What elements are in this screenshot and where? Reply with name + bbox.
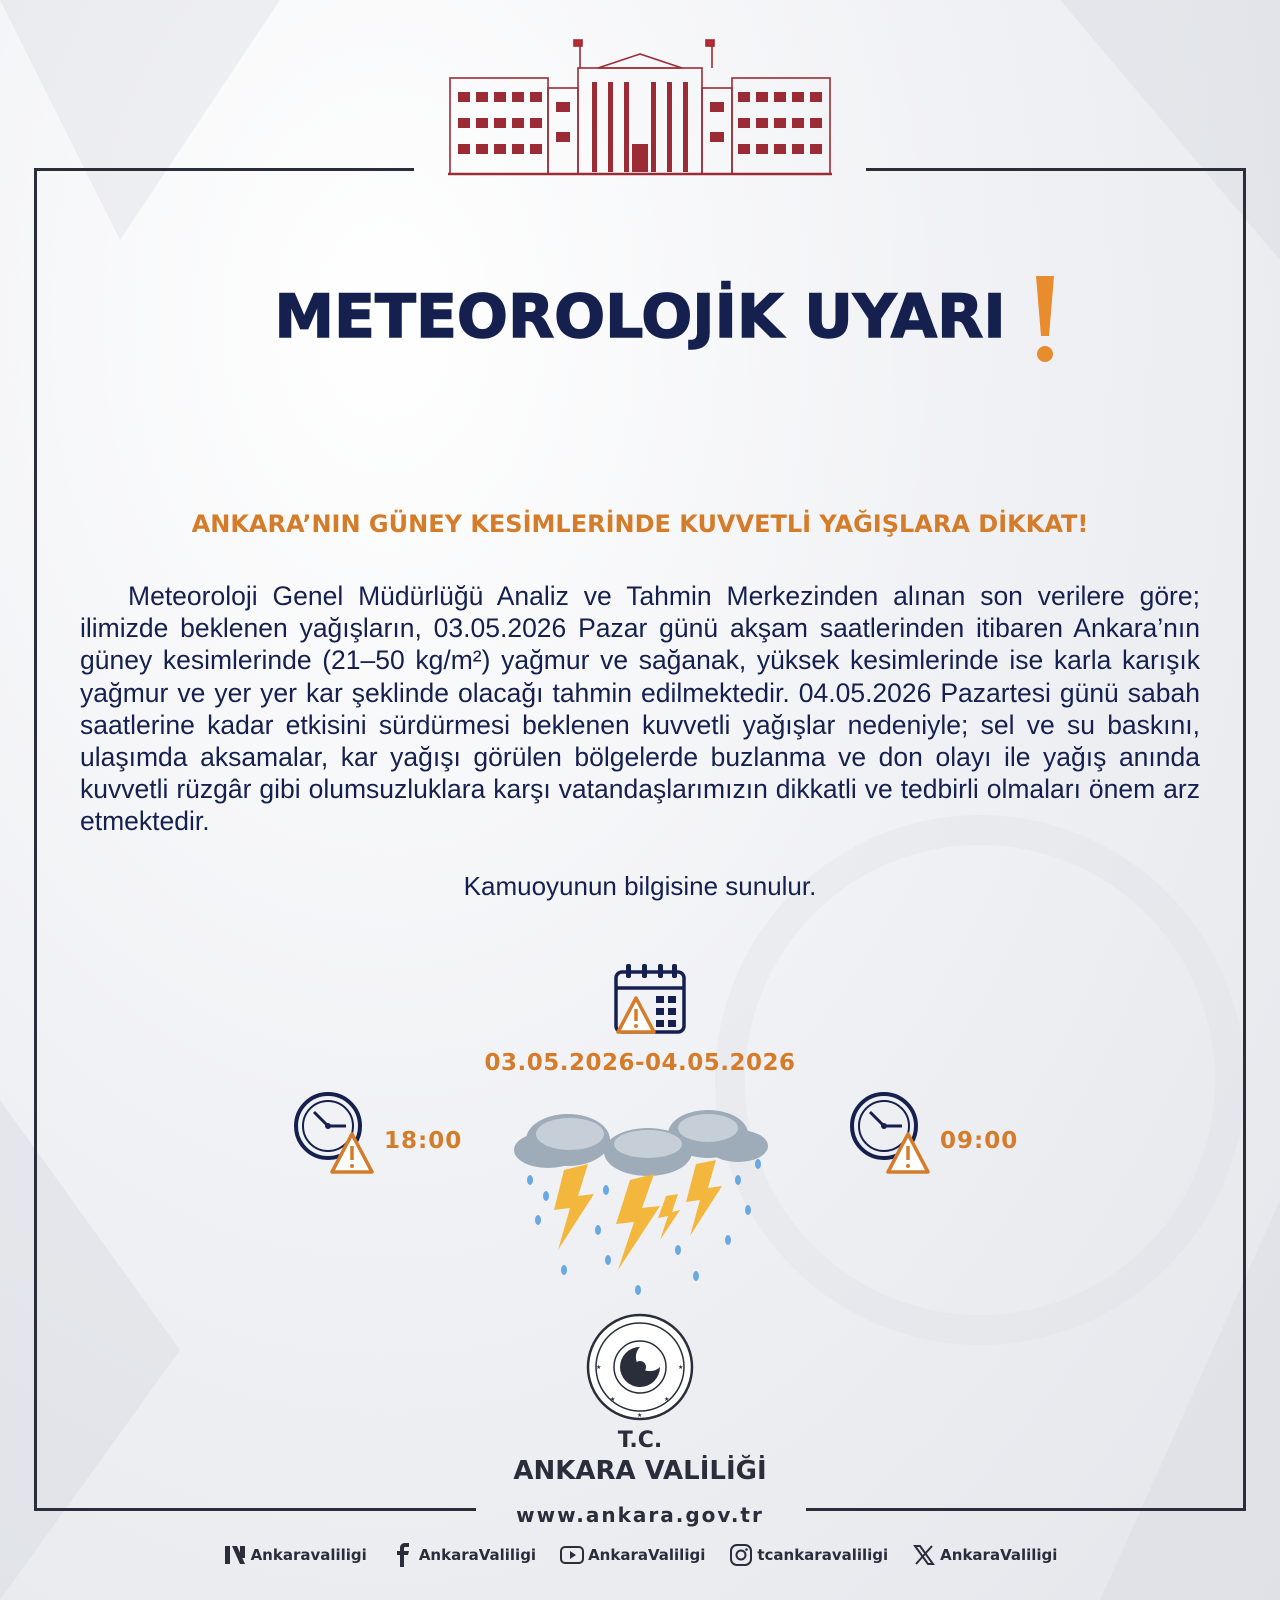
frame-left <box>34 168 37 1510</box>
social-handle: Ankaravaliligi <box>250 1546 367 1564</box>
start-time: 18:00 <box>384 1128 463 1154</box>
institution-name: ANKARA VALİLİĞİ <box>513 1456 767 1486</box>
social-handle: AnkaraValiligi <box>418 1546 537 1564</box>
social-links <box>0 1538 1280 1572</box>
svg-text:★: ★ <box>664 1396 670 1403</box>
svg-text:★: ★ <box>596 1364 602 1371</box>
svg-text:★: ★ <box>637 1412 643 1419</box>
youtube-icon <box>560 1543 584 1567</box>
social-x[interactable] <box>912 1543 1057 1567</box>
clock-warning-icon-start <box>292 1090 382 1180</box>
closing-statement: Kamuoyunun bilgisine sunulur. <box>463 871 817 901</box>
page-title <box>274 282 1005 352</box>
frame-top-left <box>34 168 414 171</box>
frame-right <box>1243 168 1246 1510</box>
svg-text:★: ★ <box>610 1396 616 1403</box>
social-instagram[interactable] <box>729 1543 888 1567</box>
warning-subtitle: ANKARA’NIN GÜNEY KESİMLERİNDE KUVVETLİ YAĞIŞLARA DİKKAT! <box>191 510 1089 538</box>
social-facebook[interactable] <box>391 1543 536 1567</box>
social-handle: AnkaraValiligi <box>588 1546 706 1564</box>
nsosyal-icon <box>223 1543 247 1567</box>
svg-text:★: ★ <box>678 1364 684 1371</box>
date-range: 03.05.2026-04.05.2026 <box>484 1050 796 1076</box>
ankara-valiligi-seal-logo <box>586 1313 694 1421</box>
page-title-text: METEOROLOJİK UYARI <box>274 282 1006 352</box>
title-container <box>0 282 1280 352</box>
x-icon <box>912 1543 936 1567</box>
warning-body: Meteoroloji Genel Müdürlüğü Analiz ve Tahmin Merkezinden alınan son verilere göre; ilimizde beklenen yağışların, 03.05.2026 Pazar günü akşam saatlerinden itibaren Ankara’nın güney kesimlerinde (21–50 kg/m²) yağmur ve sağanak, yüksek kesimlerinde ise karla karışık yağmur ve yer yer kar şeklinde olacağı tahmin edilmektedir. 04.05.2026 Pazartesi günü sabah saatlerine kadar etkisini sürdürmesi beklenen kuvvetli yağışlar nedeniyle; sel ve su baskını, ulaşımda aksamalar, kar yağışı görülen bölgelerde buzlanma ve don olayı ile yağış anında kuvvetli rüzgâr gibi olumsuzluklara karşı vatandaşlarımızın dikkatli ve tedbirli olmaları önem arz etmektedir. <box>80 581 1200 837</box>
clock-warning-icon-end <box>848 1090 938 1180</box>
calendar-warning-icon <box>612 962 690 1040</box>
social-handle: AnkaraValiligi <box>940 1546 1058 1564</box>
instagram-icon <box>729 1543 753 1567</box>
social-youtube[interactable] <box>560 1543 705 1567</box>
storm-cloud-icon <box>508 1100 778 1300</box>
frame-top-right <box>866 168 1246 171</box>
government-building-illustration <box>448 32 832 178</box>
social-nsosyal[interactable] <box>223 1543 367 1567</box>
website-link[interactable]: www.ankara.gov.tr <box>516 1503 764 1527</box>
tc-label: T.C. <box>617 1428 663 1453</box>
exclamation-icon <box>1034 276 1056 366</box>
end-time: 09:00 <box>940 1128 1019 1154</box>
facebook-icon <box>391 1543 415 1567</box>
social-handle: tcankaravaliligi <box>757 1546 889 1564</box>
